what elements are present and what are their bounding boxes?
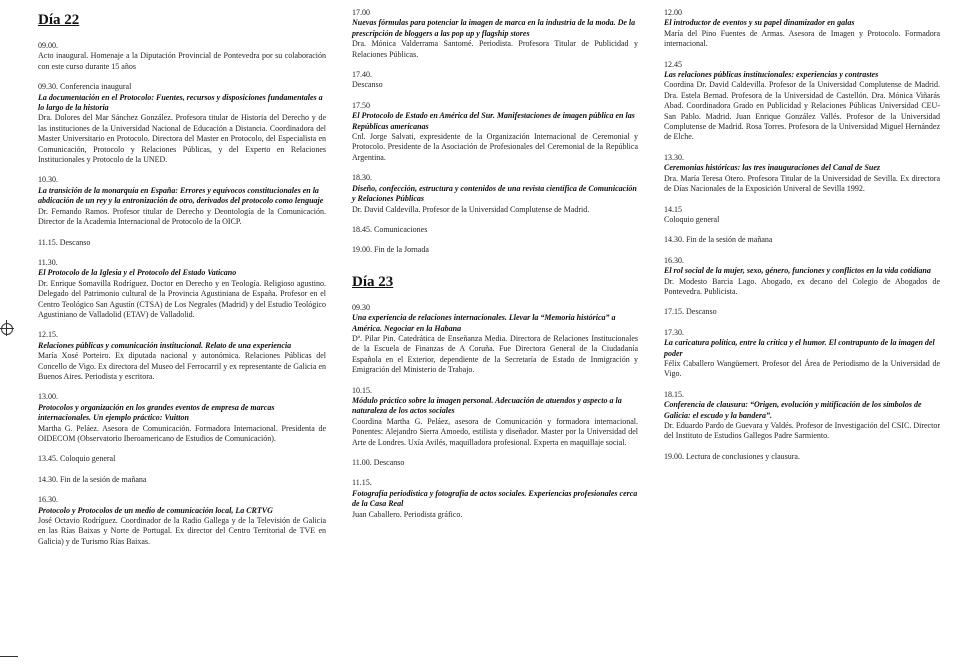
entry-description: Dr. Modesto Barcia Lago. Abogado, ex decano del Colegio de Abogados de Pontevedra. Publicista. xyxy=(664,276,940,296)
entry-title: La caricatura política, entre la crítica y el humor. El contrapunto de la imagen del poder xyxy=(664,338,935,358)
schedule-entry xyxy=(38,41,326,72)
schedule-entry xyxy=(38,330,326,382)
entry-time: 12.45 xyxy=(664,59,682,69)
entry-description: Martha G. Peláez. Asesora de Comunicación. Formadora Internacional. Presidenta de OIDECOM (Observatorio Iberoamericano de Estudios de Comunicación). xyxy=(38,423,326,443)
entry-time: 13.45. Coloquio general xyxy=(38,454,116,464)
entry-description: Dr. David Caldevilla. Profesor de la Universidad Complutense de Madrid. xyxy=(352,204,590,214)
entry-time: 11.30. xyxy=(38,257,58,267)
entry-time: 10.15. xyxy=(352,385,372,395)
entry-time: 14.30. Fin de la sesión de mañana xyxy=(38,474,147,484)
entry-description: Dr. Enrique Somavilla Rodríguez. Doctor en Derecho y en Teología. Religioso agustino. Delegado del Patrimonio cultural de la Provincia Agustiniana de España. Profesor en el Centro Teológico San Agustín (CTSA) de Los Negrales (Madrid) y del Estudio Teológico Agustiniano de Valladolid (ETAV) de Valladolid. xyxy=(38,278,326,319)
entry-title: Conferencia de clausura: “Origen, evolución y mitificación de los símbolos de Galicia: el escudo y la bandera”. xyxy=(664,400,922,420)
day-title: Día 22 xyxy=(38,12,80,28)
entry-description: Dr. Eduardo Pardo de Guevara y Valdés. Profesor de Investigación del CSIC. Director del Instituto de Estudios Gallegos Padre Sarmiento. xyxy=(664,421,940,441)
entry-title: Relaciones públicas y comunicación institucional. Relato de una experiencia xyxy=(38,340,292,350)
entry-time: 09.30. Conferencia inaugural xyxy=(38,82,132,92)
schedule-entry xyxy=(38,392,326,444)
entry-time: 17.30. xyxy=(664,327,684,337)
schedule-entry xyxy=(352,478,638,520)
entry-time: 12.15. xyxy=(38,330,58,340)
schedule-entry xyxy=(38,82,326,165)
entry-description: Juan Caballero. Periodista gráfico. xyxy=(352,509,463,519)
entry-time: 17.00 xyxy=(352,8,370,17)
schedule-list xyxy=(352,8,638,256)
schedule-entry xyxy=(352,245,638,255)
entry-time: 11.15. Descanso xyxy=(38,237,91,247)
entry-time: 13.30. xyxy=(664,152,684,162)
entry-time: 19.00. Fin de la Jornada xyxy=(352,245,429,255)
entry-description: Coordina Martha G. Peláez, asesora de Comunicación y formadora internacional. Ponentes: Alejandro Sierra Amoedo, estilista y diseñador. Master por la Universidad del Arte de Londres. Uxía Avilés, maquilladora profesional. Experta en maquillaje social. xyxy=(352,416,638,447)
schedule-entry xyxy=(664,8,940,50)
schedule-entry xyxy=(38,475,326,485)
entry-description: María Xosé Porteiro. Ex diputada nacional y autonómica. Relaciones Públicas del Concello de Vigo. Ex directora del Museo del Ferrocarril y ex representante de Galicia en Buenos Aires. Periodista y escritora. xyxy=(38,351,326,381)
schedule-entry xyxy=(352,303,638,376)
entry-description: José Octavio Rodríguez. Coordinador de la Radio Gallega y de la Televisión de Galicia en las Rías Baixas y Norte de Portugal. Ex director del Centro Territorial de TVE en Galicia) y de Turismo Rías Baixas. xyxy=(38,516,326,546)
entry-time: 17.40. xyxy=(352,70,372,80)
schedule-list xyxy=(664,8,940,462)
entry-description: María del Pino Fuentes de Armas. Asesora de Imagen y Protocolo. Formadora internacional. xyxy=(664,28,940,49)
entry-time: 19.00. Lectura de conclusiones y clausura. xyxy=(664,451,800,461)
schedule-entry xyxy=(664,153,940,195)
schedule-entry xyxy=(352,458,638,468)
entry-description: Dr. Fernando Ramos. Profesor titular de Derecho y Deontología de la Comunicación. Director de la Academia Internacional de Protocolo de la OICP. xyxy=(38,206,326,227)
entry-time: 18.15. xyxy=(664,389,684,399)
entry-description: Dra. María Teresa Otero. Profesora Titular de la Universidad de Sevilla. Ex directora de Días Nacionales de la Exposición Univeral de Sevilla 1992. xyxy=(664,173,940,194)
schedule-entry xyxy=(352,386,638,448)
entry-description: Descanso xyxy=(352,80,383,90)
entry-time: 14.15 xyxy=(664,204,682,214)
entry-time: 09.00. xyxy=(38,41,58,50)
entry-time: 17.50 xyxy=(352,100,370,110)
schedule-entry xyxy=(38,175,326,227)
entry-description: Félix Caballero Wangüemert. Profesor del Área de Periodismo de la Universidad de Vigo. xyxy=(664,358,940,379)
crop-mark-bottom xyxy=(0,656,18,657)
entry-description: Acto inaugural. Homenaje a la Diputación Provincial de Pontevedra por su colaboración con este curso durante 15 años xyxy=(38,51,326,71)
entry-title: La documentación en el Protocolo: Fuentes, recursos y disposiciones fundamentales a lo largo de la historia xyxy=(38,92,323,113)
schedule-entry xyxy=(38,258,326,320)
entry-time: 10.30. xyxy=(38,175,58,185)
entry-description: Dra. Dolores del Mar Sánchez González. Profesora titular de Historia del Derecho y de las instituciones de la Universidad Nacional de Educación a Distancia. Coordinadora del Master Universitario en Protocolo. Directora del Master en Protocolo, del Especialista en Comunicación, Protocolo y Relaciones Públicas, y del Experto en Relaciones Institucionales y Protocolo de la UNED. xyxy=(38,113,326,165)
schedule-entry xyxy=(38,238,326,248)
entry-time: 11.15. xyxy=(352,478,372,488)
crop-mark-circle xyxy=(1,323,13,335)
entry-time: 17.15. Descanso xyxy=(664,307,717,317)
schedule-list xyxy=(352,303,638,520)
schedule-entry xyxy=(352,101,638,163)
program-column-1 xyxy=(38,8,326,557)
entry-title: Ceremonias históricas: las tres inauguraciones del Canal de Suez xyxy=(664,163,881,173)
entry-time: 18.30. xyxy=(352,173,372,183)
entry-title: Diseño, confección, estructura y contenidos de una revista científica de Comunicación y Relaciones Públicas xyxy=(352,183,637,204)
entry-time: 09.30 xyxy=(352,302,370,312)
entry-title: Una experiencia de relaciones internacionales. Llevar la “Memoria histórica” a América. Negociar en la Habana xyxy=(352,313,616,333)
schedule-entry xyxy=(664,205,940,226)
entry-description: Coordina Dr. David Caldevilla. Profesor de la Universidad Complutense de Madrid. Dra. Estela Bernad. Profesora de la Universidad de Castellón. Dra. Mónica Viñarás Abad. Coordinadora Grado en Publicidad y Relaciones Públicas Universidad CEU-San Pablo. Madrid. Juan Enrique González Vallés. Profesor de la Universidad Complutense de Madrid. Rosa Torres. Profesora de la Universidad Miguel Hernández de Elche. xyxy=(664,80,940,142)
entry-title: Fotografía periodística y fotografía de actos sociales. Experiencias profesionales cerca de la Casa Real xyxy=(352,488,638,509)
entry-title: Nuevas fórmulas para potenciar la imagen de marca en la industria de la moda. De la prescripción de bloggers a las pop up y flagship stores xyxy=(352,18,636,38)
entry-title: La transición de la monarquía en España: Errores y equívocos constitucionales en la abdicación de un rey y la entronización de otro, derivados del protocolo como lenguaje xyxy=(38,185,324,206)
schedule-entry xyxy=(352,70,638,91)
entry-title: El rol social de la mujer, sexo, género, funciones y conflictos en la vida cotidiana xyxy=(664,266,931,276)
schedule-entry xyxy=(664,328,940,380)
entry-title: El Protocolo de Estado en América del Sur. Manifestaciones de imagen pública en las Repúblicas americanas xyxy=(352,111,635,131)
entry-time: 12.00 xyxy=(664,8,682,17)
entry-time: 13.00. xyxy=(38,392,58,402)
entry-title: Las relaciones públicas institucionales: experiencias y contrastes xyxy=(664,70,879,80)
schedule-entry xyxy=(664,452,940,462)
entry-time: 16.30. xyxy=(38,495,58,505)
schedule-entry xyxy=(664,390,940,442)
entry-description: Dra. Mónica Valderrama Santomé. Periodista. Profesora Titular de Publicidad y Relaciones Públicas. xyxy=(352,39,638,59)
entry-title: Protocolo y Protocolos de un medio de comunicación local, La CRTVG xyxy=(38,505,273,515)
entry-description: Cnl. Jorge Salvati, expresidente de la Organización Internacional de Ceremonial y Protocolo. Presidente de la Asociación de Profesionales del Ceremonial de la República Argentina. xyxy=(352,132,638,162)
day-title: Día 23 xyxy=(352,273,394,290)
schedule-entry xyxy=(352,173,638,215)
entry-title: Protocolos y organización en los grandes eventos de empresa de marcas internacionales. Un ejemplo práctico: Vuitton xyxy=(38,402,275,423)
schedule-entry xyxy=(664,60,940,143)
entry-time: 18.45. Comunicaciones xyxy=(352,224,428,234)
schedule-entry xyxy=(352,8,638,60)
entry-description: Dª. Pilar Pin. Catedrática de Enseñanza Media. Directora de Relaciones Institucionales de la Escuela de Finanzas de A Coruña. Fue Directora General de la Ciudadanía Española en el Exterior, dependiente de la Secretaría de Estado de Inmigración y Emigración del Ministerio de Trabajo. xyxy=(352,333,638,375)
entry-title: El Protocolo de la Iglesia y el Protocolo del Estado Vaticano xyxy=(38,268,237,278)
program-column-2 xyxy=(352,8,638,530)
schedule-entry xyxy=(664,256,940,298)
entry-title: Módulo práctico sobre la imagen personal. Adecuación de atuendos y aspecto a la naturaleza de los actos sociales xyxy=(352,395,622,416)
program-column-3 xyxy=(664,8,940,472)
entry-time: 14.30. Fin de la sesión de mañana xyxy=(664,235,773,245)
entry-description: Coloquio general xyxy=(664,214,720,224)
entry-time: 16.30. xyxy=(664,255,684,265)
schedule-entry xyxy=(352,225,638,235)
entry-title: El introductor de eventos y su papel dinamizador en galas xyxy=(664,18,855,28)
schedule-entry xyxy=(38,454,326,464)
schedule-entry xyxy=(38,495,326,547)
schedule-entry xyxy=(664,235,940,245)
schedule-list xyxy=(38,41,326,547)
entry-time: 11.00. Descanso xyxy=(352,458,405,467)
schedule-entry xyxy=(664,307,940,317)
